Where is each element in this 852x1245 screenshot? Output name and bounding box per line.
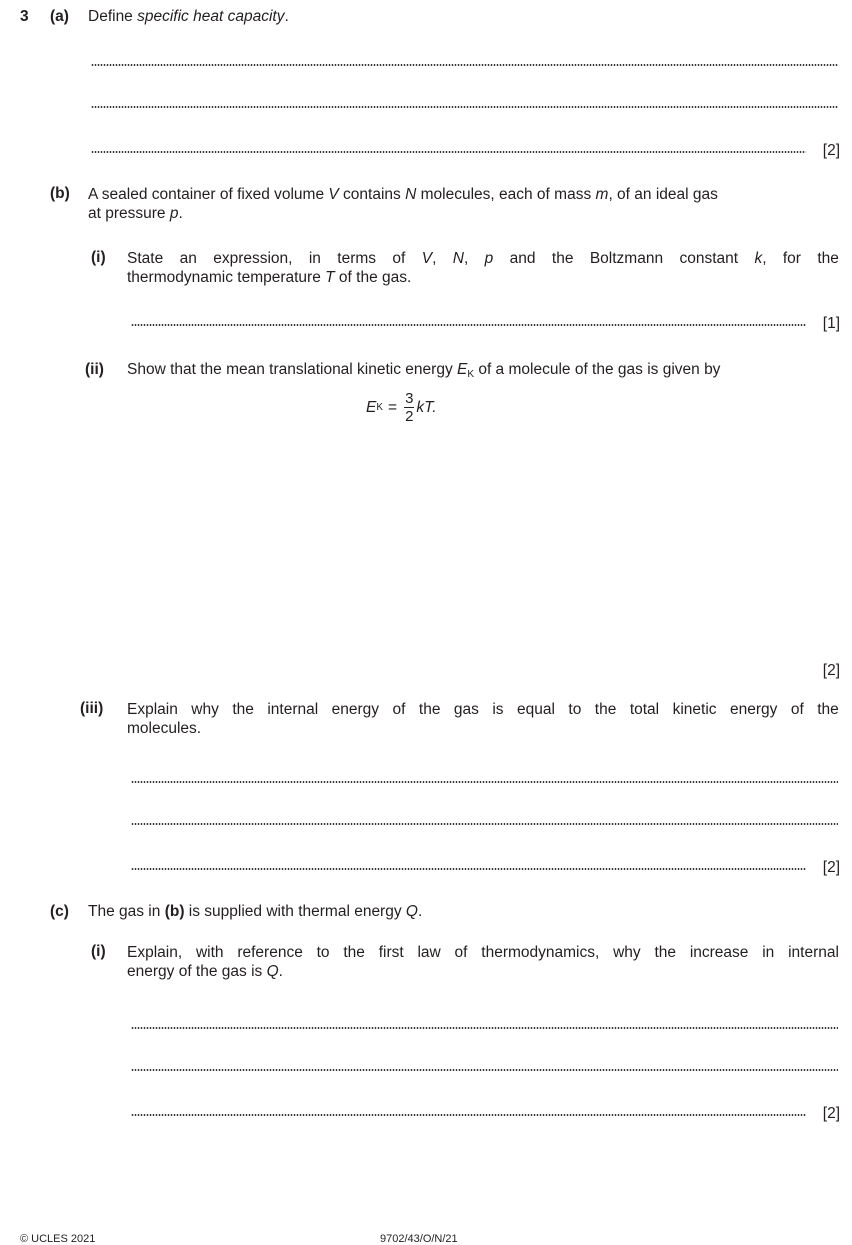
part-b-i-label: (i) [91, 249, 106, 266]
part-b-iii-question: Explain why the internal energy of the gas is equal to the total kinetic energy of the molecules. [127, 701, 839, 737]
part-c-i-question: Explain, with reference to the first law of thermodynamics, why the increase in internal energy of the gas is Q. [127, 944, 839, 980]
part-a-label: (a) [50, 8, 69, 25]
answer-line-a3[interactable] [91, 151, 806, 153]
part-c-i-label: (i) [91, 943, 106, 960]
part-a-question: Define specific heat capacity. [88, 8, 289, 25]
answer-line-a1[interactable] [91, 64, 838, 66]
answer-line-b-iii-3[interactable] [131, 868, 806, 870]
part-b-ii-question: Show that the mean translational kinetic energy $E_K$ of a molecule of the gas is given by [127, 361, 721, 380]
part-c-intro: The gas in (b) is supplied with thermal energy Q. [88, 903, 423, 920]
part-b-i-question: State an expression, in terms of V, N, p and the Boltzmann constant k, for the thermodynamic temperature T of the gas. [127, 250, 839, 286]
part-b-ii-mark: [2] [822, 662, 840, 679]
part-a-mark: [2] [822, 142, 840, 159]
kinetic-energy-equation: E K = $\frac{3}{2}$ kT. [366, 390, 437, 425]
answer-line-a2[interactable] [91, 106, 838, 108]
part-c-label: (c) [50, 903, 69, 920]
part-b-ii-label: (ii) [85, 361, 104, 378]
part-b-intro: A sealed container of fixed volume V contains N molecules, each of mass m, of an ideal gas at pressure p. [88, 186, 718, 222]
part-b-iii-mark: [2] [822, 859, 840, 876]
part-b-i-mark: [1] [822, 315, 840, 332]
part-a-term: specific heat capacity [137, 8, 285, 25]
answer-line-c-i-2[interactable] [131, 1069, 838, 1071]
part-b-iii-label: (iii) [80, 700, 104, 717]
part-b-label: (b) [50, 185, 70, 202]
answer-line-b-iii-2[interactable] [131, 823, 838, 825]
equation-fraction: $\frac{3}{2}$ [405, 390, 414, 425]
footer-paper-code: 9702/43/O/N/21 [380, 1233, 458, 1245]
answer-line-b-iii-1[interactable] [131, 781, 838, 783]
part-c-i-mark: [2] [822, 1105, 840, 1122]
answer-line-c-i-3[interactable] [131, 1114, 806, 1116]
footer-copyright: © UCLES 2021 [20, 1233, 96, 1245]
question-number: 3 [20, 8, 29, 25]
answer-line-c-i-1[interactable] [131, 1027, 838, 1029]
answer-line-b-i[interactable] [131, 324, 806, 326]
